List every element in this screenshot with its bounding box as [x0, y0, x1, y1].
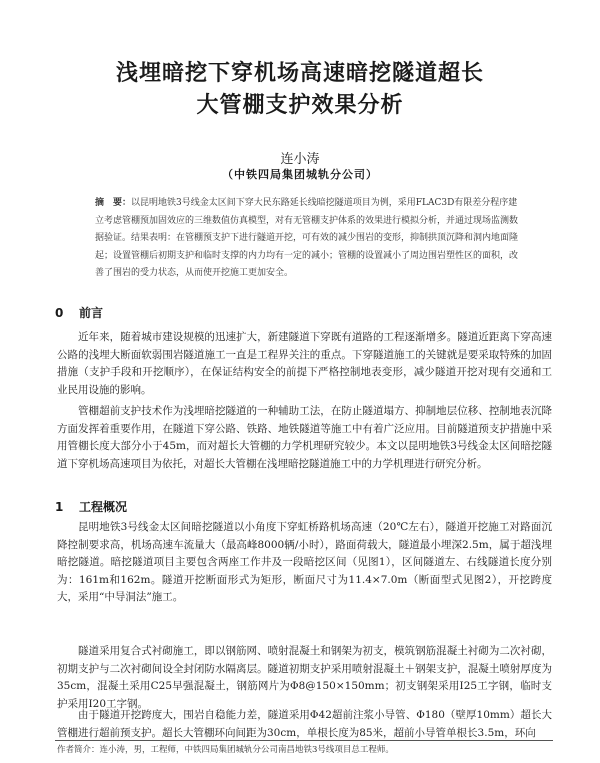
section-number: 0	[55, 306, 64, 320]
paragraph: 由于隧道开挖跨度大，围岩自稳能力差，隧道采用Φ42超前注浆小导管、Φ180（壁厚10mm）超长大管棚进行超前预支护。超长大管棚环向间距为30cm，单根长度为85米，超前小导管单根长3.5m，环向	[57, 709, 552, 739]
abstract-label: 摘 要：	[95, 198, 132, 208]
section-title: 工程概况	[79, 500, 128, 514]
paper-title-line1: 浅埋暗挖下穿机场高速暗挖隧道超长	[115, 60, 484, 86]
abstract	[95, 195, 525, 283]
section-number: 1	[55, 500, 64, 514]
footnote: 作者简介：连小涛，男，工程师，中铁四局集团城轨分公司南昌地铁3号线项目总工程师。	[57, 745, 394, 755]
author-name: 连小涛	[280, 152, 320, 167]
author-affiliation: （中铁四局集团城轨分公司）	[222, 168, 378, 181]
section-title: 前言	[79, 306, 104, 320]
paper-title-line2: 大管棚支护效果分析	[196, 92, 404, 118]
paragraph: 管棚超前支护技术作为浅埋暗挖隧道的一种辅助工法，在防止隧道塌方、抑制地层位移、控制地表沉降方面发挥着重要作用，在隧道下穿公路、铁路、地铁隧道等施工中有着广泛应用。目前隧道预支护措施中采用管棚长度大部分小于45m，而对超长大管棚的力学机理研究较少。本文以昆明地铁3号线金太区间暗挖隧道下穿机场高速项目为依托，对超长大管棚在浅埋暗挖隧道施工中的力学机理进行研究分析。	[57, 405, 552, 470]
section-heading-0	[55, 304, 103, 321]
paragraph: 昆明地铁3号线金太区间暗挖隧道以小角度下穿虹桥路机场高速（20℃左右），隧道开挖施工对路面沉降控制要求高，机场高速车流量大（最高峰8000辆/小时），路面荷载大，隧道最小埋深2.5m，属于超浅埋暗挖隧道。暗挖隧道项目主要包含两座工作井及一段暗挖区间（见图1），区间隧道左、右线隧道长度分别为：161m和162m。隧道开挖断面形式为矩形，断面尺寸为11.4×7.0m（断面型式见图2），开挖跨度大，采用“中导洞法”施工。	[57, 521, 552, 604]
footnote-divider	[55, 740, 553, 741]
section-heading-1	[55, 498, 127, 515]
paragraph: 隧道采用复合式衬砌施工，即以钢筋网、喷射混凝土和钢架为初支，模筑钢筋混凝土衬砌为二次衬砌，初期支护与二次衬砌间设全封闭防水隔离层。隧道初期支护采用喷射混凝土＋钢架支护，混凝土喷射厚度为35cm，混凝土采用C25早强混凝土，钢筋网片为Φ8@150×150mm；初支钢架采用I25工字钢，临时支护采用I20工字钢。	[57, 645, 552, 710]
paragraph: 近年来，随着城市建设规模的迅速扩大，新建隧道下穿既有道路的工程逐渐增多。隧道近距离下穿高速公路的浅埋大断面软弱围岩隧道施工一直是工程界关注的重点。下穿隧道施工的关键就是要采取特殊的加固措施（支护手段和开挖顺序），在保证结构安全的前提下严格控制地表变形，减少隧道开挖对现有交通和工业民用设施的影响。	[57, 331, 552, 396]
abstract-text: 以昆明地铁3号线金太区间下穿大民东路延长线暗挖隧道项目为例，采用FLAC3D有限差分程序建立考虑管棚预加固效应的三维数值仿真模型，对有无管棚支护体系的效果进行模拟分析，并通过现场监测数据验证。结果表明：在管棚预支护下进行隧道开挖，可有效的减少围岩的变形，抑制拱顶沉降和洞内地面隆起；设置管棚后初期支护和临时支撑的内力均有一定的减小；管棚的设置减小了周边围岩塑性区的面积，改善了围岩的受力状态，从而使开挖施工更加安全。	[95, 198, 519, 279]
